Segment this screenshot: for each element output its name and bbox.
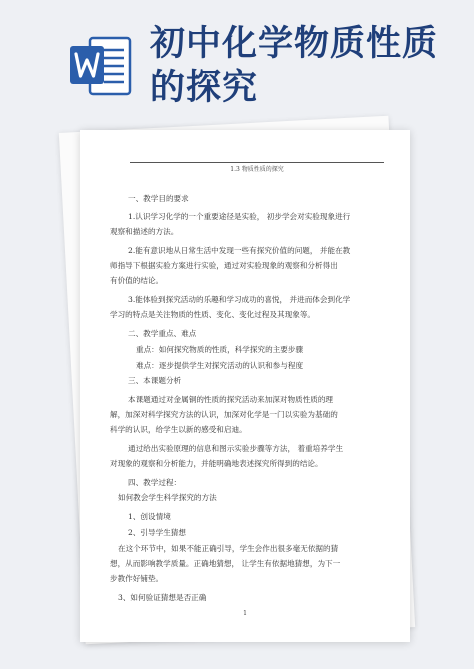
document-line: 解，加深对科学探究方法的认识，加深对化学是一门以实验为基础的: [110, 410, 338, 419]
document-line: 本课题通过对金属铜的性质的探究活动来加深对物质性质的理: [128, 395, 334, 404]
document-line: 学习的特点是关注物质的性质、变化、变化过程及其现象等。: [110, 310, 316, 319]
document-line: 难点：逐步提供学生对探究活动的认识和参与程度: [136, 361, 304, 370]
header-rule: [130, 162, 384, 163]
banner: [0, 0, 474, 128]
document-line: 1.认识学习化学的一个重要途径是实验， 初步学会对实验现象进行: [128, 212, 351, 221]
document-page: [80, 130, 410, 642]
word-document-icon: [70, 36, 132, 96]
document-line: 2、引导学生猜想: [128, 528, 186, 537]
document-line: 对现象的观察和分析能力，并能明确地表述探究所得到的结论。: [110, 459, 323, 468]
document-line: 步教作好铺垫。: [110, 574, 164, 583]
document-line: 在这个环节中，如果不能正确引导，学生会作出很多毫无依据的猜: [118, 544, 339, 553]
document-line: 科学的认识，给学生以新的感受和启迪。: [110, 425, 247, 434]
page-number: 1: [243, 610, 247, 617]
document-line: 师指导下根据实验方案进行实验，通过对实验现象的观察和分析得出: [110, 261, 338, 270]
document-line: 四、教学过程：: [128, 478, 182, 487]
document-line: 有价值的结论。: [110, 276, 164, 285]
document-line: 2.能有意识地从日常生活中发现一些有探究价值的问题， 并能在教: [128, 246, 351, 255]
document-line: 一、教学目的要求: [128, 194, 189, 203]
document-line: 通过给出实验原理的信息和图示实验步骤等方法， 着重培养学生: [128, 444, 344, 453]
document-line: 3.能体验到探究活动的乐趣和学习成功的喜悦， 并进而体会到化学: [128, 295, 351, 304]
document-line: 二、教学重点、难点: [128, 329, 197, 338]
document-line: 想，从而影响教学质量。正确地猜想， 让学生有依据地猜想，为下一: [110, 559, 341, 568]
document-line: 三、本课题分析: [128, 376, 182, 385]
page-header: 1.3 物质性质的探究: [230, 166, 284, 173]
document-line: 重点：如何探究物质的性质，科学探究的主要步骤: [136, 345, 304, 354]
document-line: 1、创设情境: [128, 512, 171, 521]
document-line: 3、如何验证猜想是否正确: [118, 593, 207, 602]
document-line: 观察和描述的方法。: [110, 227, 179, 236]
document-line: 如何教会学生科学探究的方法: [118, 493, 217, 502]
banner-title: 初中化学物质性质的探究: [150, 24, 439, 108]
